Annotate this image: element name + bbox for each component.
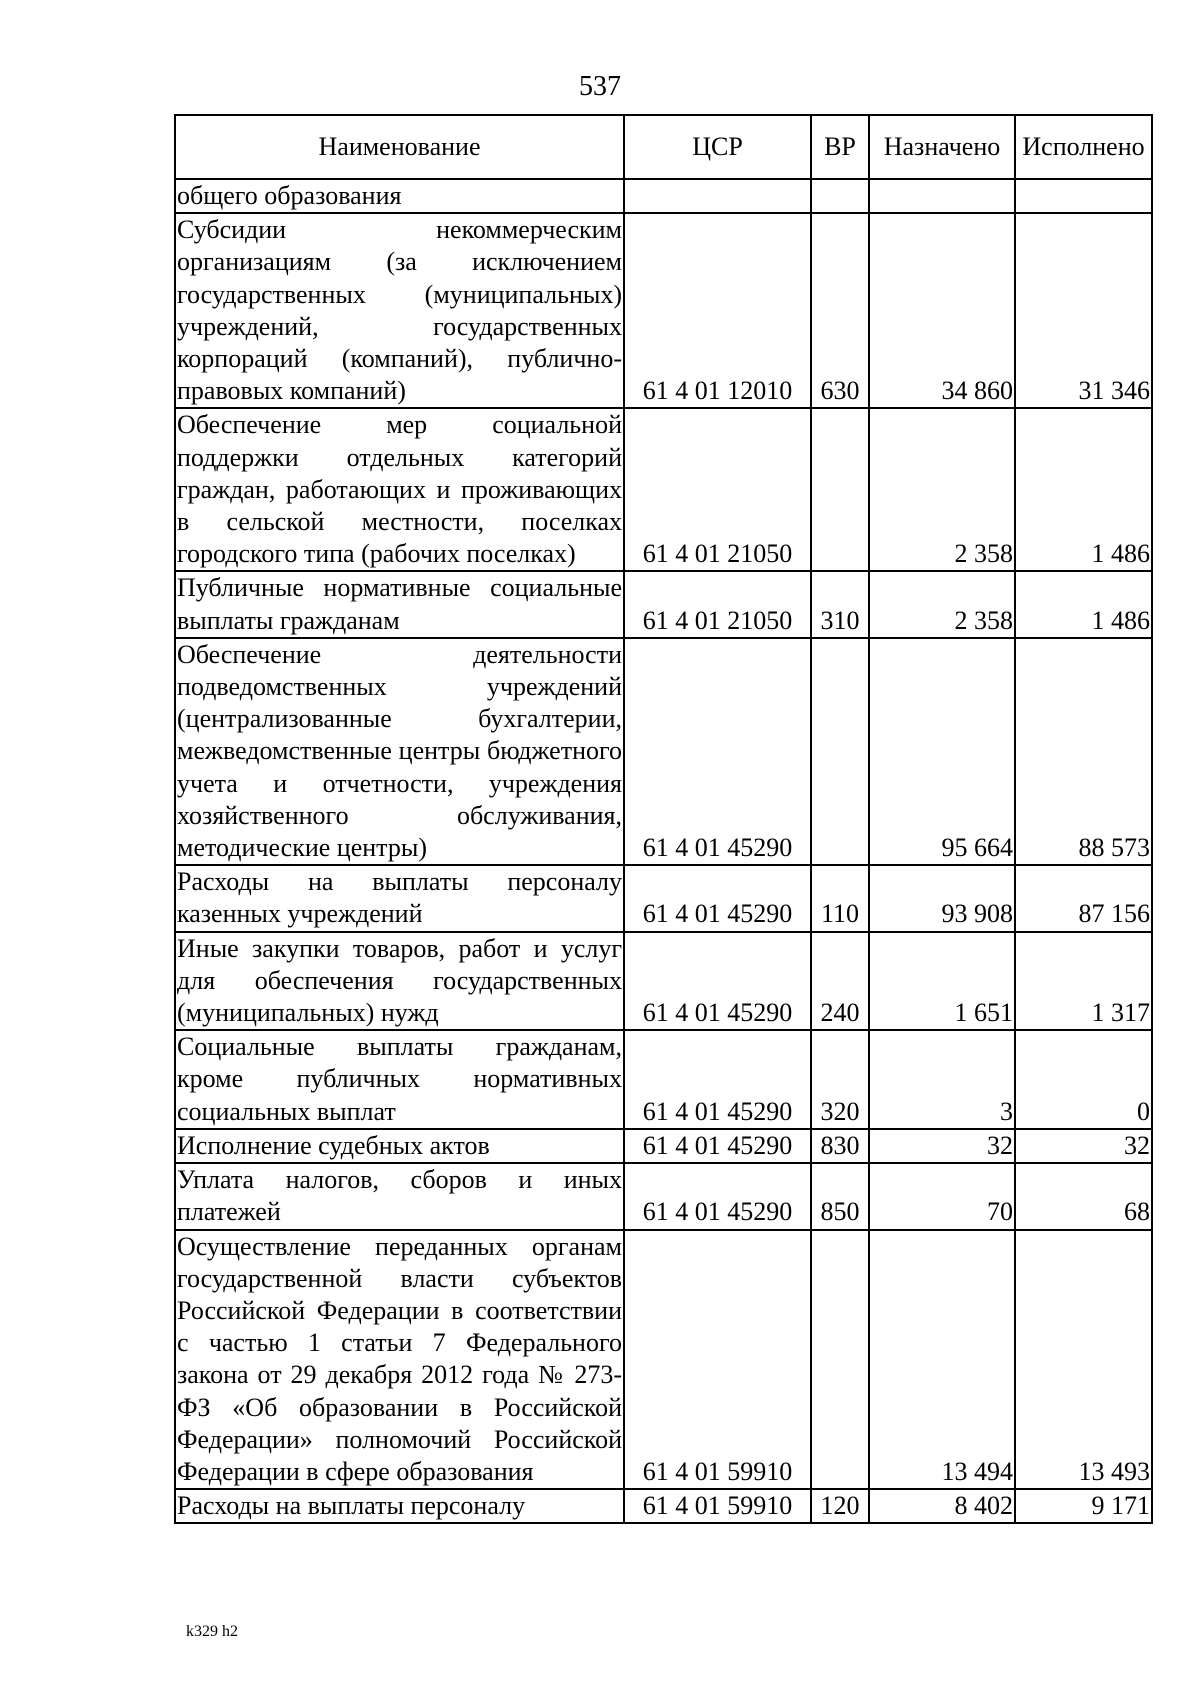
budget-table: [174, 114, 1153, 1524]
row-vr: [811, 638, 869, 865]
row-vr: [811, 1230, 869, 1490]
row-csr: 61 4 01 21050: [624, 408, 811, 571]
row-csr: 61 4 01 12010: [624, 213, 811, 408]
page-number: 537: [579, 71, 621, 102]
row-name: Публичные нормативные социальные выплаты гражданам: [175, 571, 624, 637]
table-row: [175, 1163, 1152, 1229]
row-assigned: 2 358: [869, 571, 1015, 637]
row-csr: 61 4 01 45290: [624, 1030, 811, 1129]
row-name: Обеспечение мер социальной поддержки отдельных категорий граждан, работающих и проживающих в сельской местности, поселках городского типа (рабочих поселках): [175, 408, 624, 571]
header-executed: Исполнено: [1015, 115, 1152, 179]
row-name: Осуществление переданных органам государственной власти субъектов Российской Федерации в соответствии с частью 1 статьи 7 Федерального закона от 29 декабря 2012 года № 273-ФЗ «Об образовании в Российской Федерации» полномочий Российской Федерации в сфере образования: [175, 1230, 624, 1490]
footer-code: k329 h2: [186, 1623, 238, 1640]
row-executed: [1015, 179, 1152, 213]
row-name: Субсидии некоммерческим организациям (за исключением государственных (муниципальных) учреждений, государственных корпораций (компаний), публично-правовых компаний): [175, 213, 624, 408]
row-executed: 87 156: [1015, 865, 1152, 931]
table-row: [175, 408, 1152, 571]
row-vr: 850: [811, 1163, 869, 1229]
row-csr: 61 4 01 45290: [624, 1129, 811, 1163]
row-assigned: 34 860: [869, 213, 1015, 408]
table-row: [175, 1230, 1152, 1490]
row-executed: 9 171: [1015, 1489, 1152, 1523]
table-row: [175, 932, 1152, 1031]
row-assigned: 13 494: [869, 1230, 1015, 1490]
row-csr: 61 4 01 59910: [624, 1489, 811, 1523]
row-assigned: 95 664: [869, 638, 1015, 865]
row-name: Иные закупки товаров, работ и услуг для обеспечения государственных (муниципальных) нужд: [175, 932, 624, 1031]
row-vr: 110: [811, 865, 869, 931]
row-assigned: 32: [869, 1129, 1015, 1163]
row-executed: 1 317: [1015, 932, 1152, 1031]
table-header-row: [175, 115, 1152, 179]
table-row: [175, 571, 1152, 637]
row-csr: [624, 179, 811, 213]
row-vr: 310: [811, 571, 869, 637]
row-assigned: 1 651: [869, 932, 1015, 1031]
row-executed: 13 493: [1015, 1230, 1152, 1490]
table-row: [175, 865, 1152, 931]
table-row: [175, 179, 1152, 213]
table-row: [175, 638, 1152, 865]
row-assigned: 93 908: [869, 865, 1015, 931]
row-assigned: 3: [869, 1030, 1015, 1129]
row-assigned: 8 402: [869, 1489, 1015, 1523]
row-assigned: [869, 179, 1015, 213]
row-csr: 61 4 01 45290: [624, 638, 811, 865]
row-executed: 1 486: [1015, 571, 1152, 637]
row-vr: 830: [811, 1129, 869, 1163]
table-row: [175, 1489, 1152, 1523]
row-executed: 1 486: [1015, 408, 1152, 571]
row-name: Расходы на выплаты персоналу казенных учреждений: [175, 865, 624, 931]
row-assigned: 70: [869, 1163, 1015, 1229]
table-row: [175, 213, 1152, 408]
header-csr: ЦСР: [624, 115, 811, 179]
row-vr: [811, 179, 869, 213]
row-csr: 61 4 01 59910: [624, 1230, 811, 1490]
header-name: Наименование: [175, 115, 624, 179]
row-csr: 61 4 01 45290: [624, 865, 811, 931]
header-vr: ВР: [811, 115, 869, 179]
row-name: Расходы на выплаты персоналу: [175, 1489, 624, 1523]
table-row: [175, 1030, 1152, 1129]
row-csr: 61 4 01 21050: [624, 571, 811, 637]
row-vr: 320: [811, 1030, 869, 1129]
row-executed: 31 346: [1015, 213, 1152, 408]
row-name: Социальные выплаты гражданам, кроме публичных нормативных социальных выплат: [175, 1030, 624, 1129]
row-csr: 61 4 01 45290: [624, 1163, 811, 1229]
row-vr: 120: [811, 1489, 869, 1523]
row-name: Обеспечение деятельности подведомственных учреждений (централизованные бухгалтерии, межведомственные центры бюджетного учета и отчетности, учреждения хозяйственного обслуживания, методические центры): [175, 638, 624, 865]
table-row: [175, 1129, 1152, 1163]
row-executed: 88 573: [1015, 638, 1152, 865]
row-name: общего образования: [175, 179, 624, 213]
row-vr: 630: [811, 213, 869, 408]
row-name: Исполнение судебных актов: [175, 1129, 624, 1163]
header-assigned: Назначено: [869, 115, 1015, 179]
row-executed: 32: [1015, 1129, 1152, 1163]
row-vr: 240: [811, 932, 869, 1031]
row-executed: 68: [1015, 1163, 1152, 1229]
row-name: Уплата налогов, сборов и иных платежей: [175, 1163, 624, 1229]
row-executed: 0: [1015, 1030, 1152, 1129]
row-csr: 61 4 01 45290: [624, 932, 811, 1031]
row-assigned: 2 358: [869, 408, 1015, 571]
row-vr: [811, 408, 869, 571]
